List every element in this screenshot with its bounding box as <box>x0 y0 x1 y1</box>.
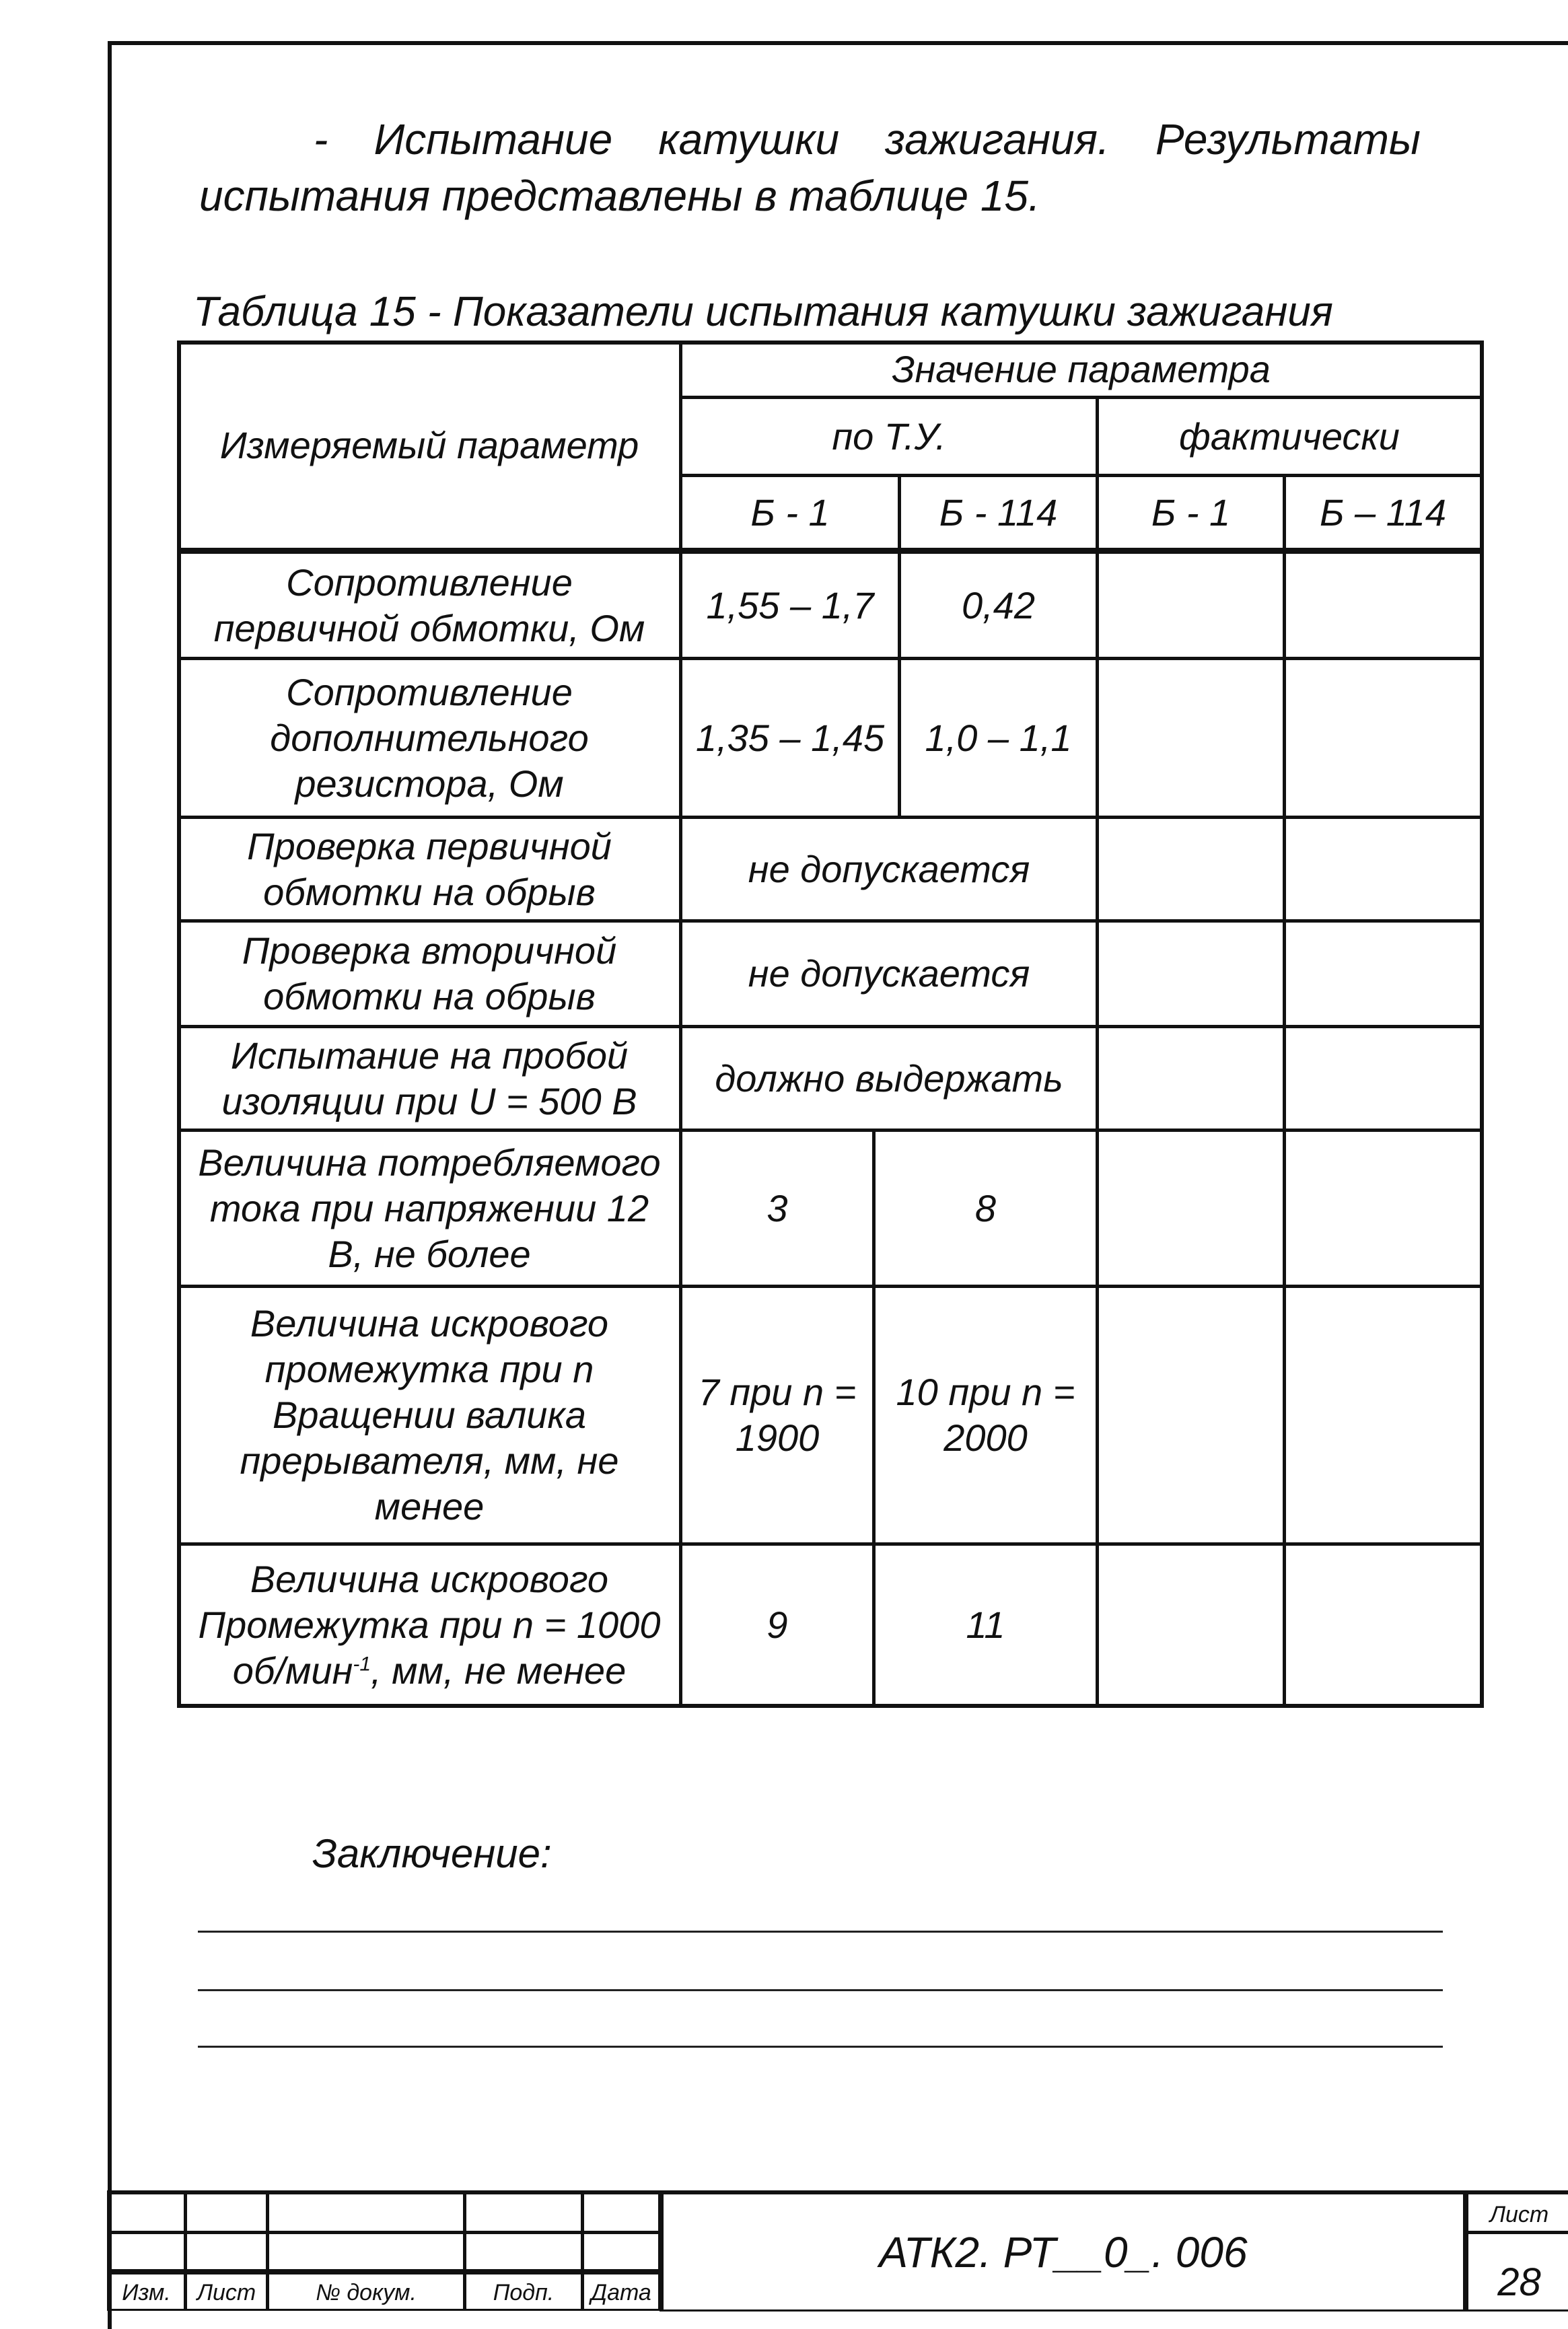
cell-actual-b114[interactable] <box>1284 1544 1482 1707</box>
stamp-sign: Подп. <box>464 2270 583 2311</box>
intro-paragraph <box>199 111 1421 224</box>
cell-actual-b114[interactable] <box>1284 552 1482 659</box>
row-param-tail: , мм, не менее <box>371 1649 627 1692</box>
cell-spec-merged: не допускается <box>680 817 1098 921</box>
stamp-cell <box>582 2190 660 2233</box>
stamp-cell <box>185 2232 268 2271</box>
header-spec-b1: Б - 1 <box>680 475 900 552</box>
intro-word: зажигания. <box>885 115 1110 164</box>
row-param: Проверка вторичной обмотки на обрыв <box>178 921 681 1027</box>
conclusion-line[interactable] <box>198 1989 1443 1991</box>
header-value: Значение параметра <box>680 341 1482 398</box>
cell-actual-b1[interactable] <box>1097 921 1285 1027</box>
stamp-cell <box>107 2232 186 2271</box>
stamp-doc-no: № докум. <box>267 2270 465 2311</box>
cell-spec-merged: должно выдержать <box>680 1026 1098 1131</box>
intro-word: Испытание <box>373 115 613 164</box>
sheet-label: Лист <box>1464 2190 1568 2233</box>
stamp-date: Дата <box>582 2270 660 2311</box>
cell-spec-b1: 3 <box>680 1130 874 1287</box>
superscript: -1 <box>353 1653 371 1676</box>
stamp-cell <box>582 2232 660 2271</box>
cell-actual-b114[interactable] <box>1284 1286 1482 1544</box>
stamp-cell <box>267 2190 465 2233</box>
cell-actual-b114[interactable] <box>1284 921 1482 1027</box>
row-param: Проверка первичной обмотки на обрыв <box>178 817 681 921</box>
cell-spec-b114: 11 <box>874 1544 1098 1707</box>
cell-spec-b1: 1,35 – 1,45 <box>680 658 900 818</box>
header-actual: фактически <box>1097 397 1482 476</box>
header-param: Измеряемый параметр <box>178 341 681 552</box>
cell-actual-b114[interactable] <box>1284 658 1482 818</box>
stamp-cell <box>464 2190 583 2233</box>
row-param-text: Величина искрового Промежутка при n = 1000 об/мин <box>198 1558 661 1692</box>
cell-spec-b1: 7 при n = 1900 <box>680 1286 874 1544</box>
cell-actual-b1[interactable] <box>1097 658 1285 818</box>
conclusion-line[interactable] <box>198 2046 1443 2048</box>
cell-spec-b114: 0,42 <box>899 552 1098 659</box>
cell-spec-b1: 9 <box>680 1544 874 1707</box>
stamp-cell <box>185 2190 268 2233</box>
document-code: АТК2. РТ__0_. 006 <box>660 2190 1465 2312</box>
conclusion-line[interactable] <box>198 1931 1443 1933</box>
sheet-number: 28 <box>1464 2232 1568 2312</box>
intro-word: Результаты <box>1155 115 1421 164</box>
table-caption: Таблица 15 - Показатели испытания катушки зажигания <box>193 289 1333 335</box>
cell-spec-b114: 10 при n = 2000 <box>874 1286 1098 1544</box>
stamp-cell <box>107 2190 186 2233</box>
cell-actual-b1[interactable] <box>1097 1130 1285 1287</box>
cell-actual-b1[interactable] <box>1097 817 1285 921</box>
row-param: Испытание на пробой изоляции при U = 500 В <box>178 1026 681 1131</box>
cell-spec-merged: не допускается <box>680 921 1098 1027</box>
header-spec: по Т.У. <box>680 397 1098 476</box>
header-actual-b114: Б – 114 <box>1284 475 1482 552</box>
cell-actual-b114[interactable] <box>1284 1130 1482 1287</box>
cell-actual-b1[interactable] <box>1097 552 1285 659</box>
cell-actual-b114[interactable] <box>1284 817 1482 921</box>
conclusion-label: Заключение: <box>312 1831 552 1876</box>
stamp-cell <box>464 2232 583 2271</box>
row-param <box>178 1544 681 1707</box>
row-param: Сопротивление первичной обмотки, Ом <box>178 552 681 659</box>
cell-actual-b1[interactable] <box>1097 1286 1285 1544</box>
cell-spec-b114: 1,0 – 1,1 <box>899 658 1098 818</box>
cell-actual-b1[interactable] <box>1097 1026 1285 1131</box>
intro-line2: испытания представлены в таблице 15. <box>199 172 1040 220</box>
row-param: Сопротивление дополнительного резистора, Ом <box>178 658 681 818</box>
cell-actual-b114[interactable] <box>1284 1026 1482 1131</box>
header-spec-b114: Б - 114 <box>899 475 1098 552</box>
row-param: Величина потребляемого тока при напряжении 12 В, не более <box>178 1130 681 1287</box>
cell-actual-b1[interactable] <box>1097 1544 1285 1707</box>
row-param: Величина искрового промежутка при n Вращении валика прерывателя, мм, не менее <box>178 1286 681 1544</box>
cell-spec-b1: 1,55 – 1,7 <box>680 552 900 659</box>
stamp-izm: Изм. <box>107 2270 186 2311</box>
header-actual-b1: Б - 1 <box>1097 475 1285 552</box>
intro-word: - <box>314 115 328 164</box>
stamp-cell <box>267 2232 465 2271</box>
cell-spec-b114: 8 <box>874 1130 1098 1287</box>
stamp-list: Лист <box>185 2270 268 2311</box>
intro-word: катушки <box>658 115 840 164</box>
